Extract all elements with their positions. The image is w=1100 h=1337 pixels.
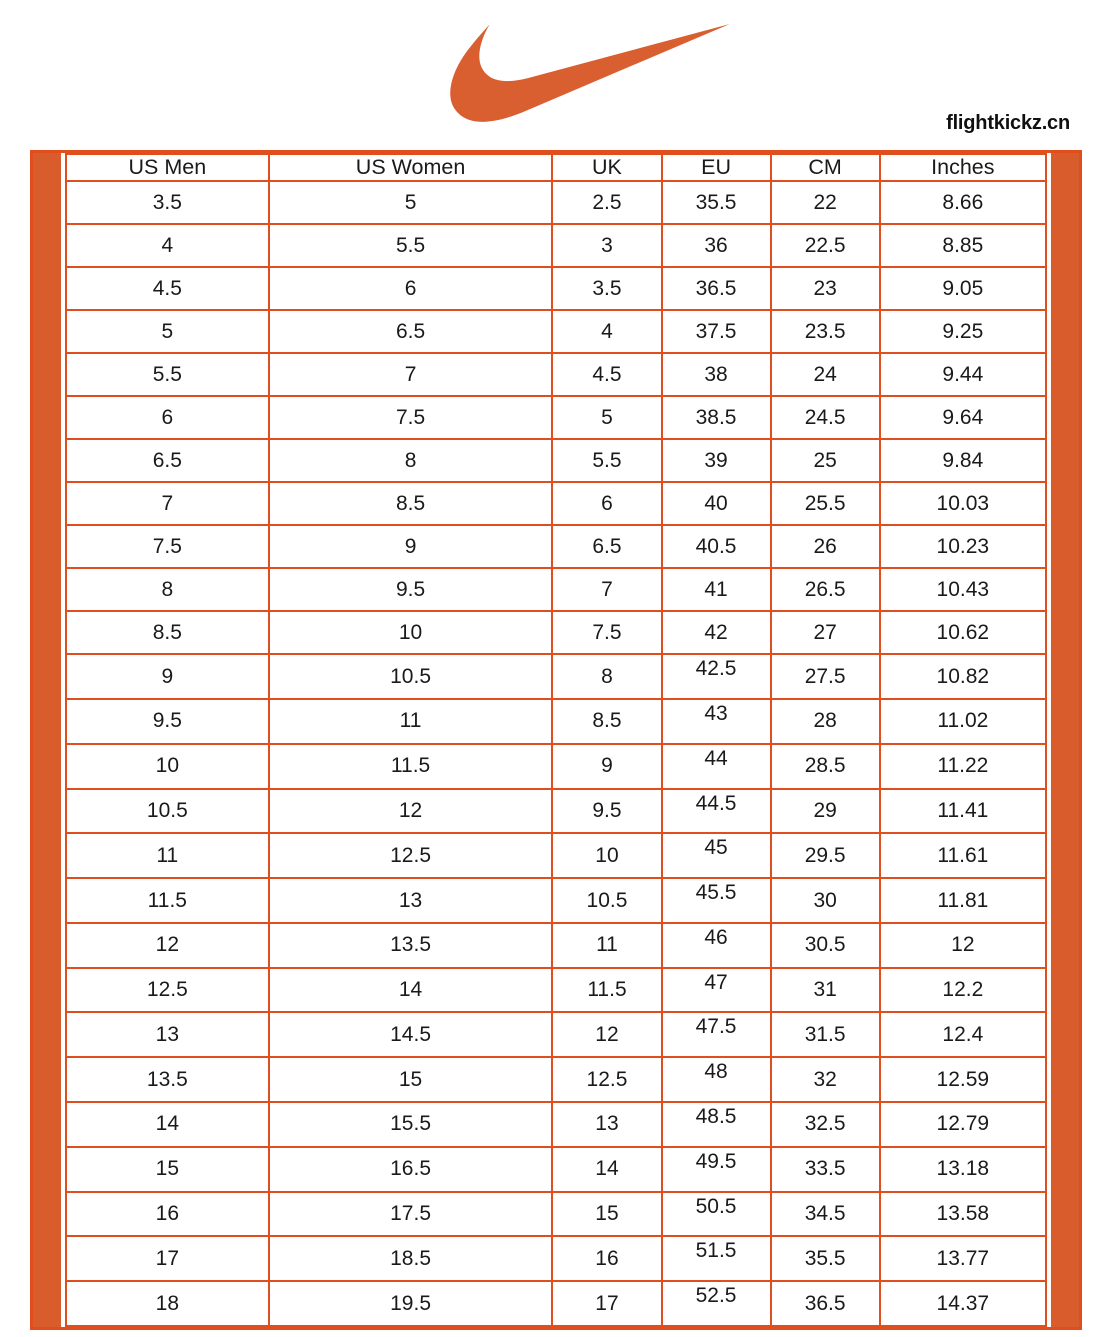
watermark-text: flightkickz.cn	[946, 112, 1070, 134]
table-cell: 24	[771, 353, 880, 396]
table-row	[66, 181, 1046, 224]
table-cell: 9	[66, 654, 269, 699]
table-cell: 16	[552, 1236, 661, 1281]
table-cell: 10.43	[880, 568, 1046, 611]
table-cell: 9.05	[880, 267, 1046, 310]
table-cell: 6	[66, 396, 269, 439]
table-row	[66, 310, 1046, 353]
table-cell: 10.5	[269, 654, 553, 699]
table-cell: 42.5	[662, 654, 771, 699]
table-cell: 9.25	[880, 310, 1046, 353]
table-cell: 12.79	[880, 1102, 1046, 1147]
table-cell: 7	[269, 353, 553, 396]
table-cell: 15	[269, 1057, 553, 1102]
table-cell: 31.5	[771, 1012, 880, 1057]
table-cell: 37.5	[662, 310, 771, 353]
table-cell: 36.5	[771, 1281, 880, 1326]
table-cell: 9.44	[880, 353, 1046, 396]
table-cell: 48	[662, 1057, 771, 1102]
table-cell: 27.5	[771, 654, 880, 699]
column-header: EU	[662, 154, 771, 181]
table-cell: 16	[66, 1192, 269, 1237]
table-cell: 44	[662, 744, 771, 789]
table-cell: 24.5	[771, 396, 880, 439]
table-cell: 22.5	[771, 224, 880, 267]
table-cell: 11.5	[66, 878, 269, 923]
table-cell: 4	[66, 224, 269, 267]
table-cell: 26	[771, 525, 880, 568]
table-cell: 10.62	[880, 611, 1046, 654]
table-row	[66, 789, 1046, 834]
table-cell: 6	[269, 267, 553, 310]
table-cell: 5.5	[552, 439, 661, 482]
table-cell: 11.02	[880, 699, 1046, 744]
table-cell: 35.5	[662, 181, 771, 224]
table-cell: 9.5	[269, 568, 553, 611]
table-cell: 10.82	[880, 654, 1046, 699]
table-cell: 13.5	[66, 1057, 269, 1102]
table-cell: 12.5	[66, 968, 269, 1013]
table-cell: 45	[662, 833, 771, 878]
table-cell: 22	[771, 181, 880, 224]
table-row	[66, 611, 1046, 654]
table-cell: 5	[269, 181, 553, 224]
table-cell: 12	[269, 789, 553, 834]
table-cell: 11.5	[269, 744, 553, 789]
table-row	[66, 1057, 1046, 1102]
table-cell: 5.5	[66, 353, 269, 396]
table-cell: 10.5	[66, 789, 269, 834]
table-cell: 50.5	[662, 1192, 771, 1237]
table-cell: 26.5	[771, 568, 880, 611]
table-row	[66, 1102, 1046, 1147]
table-cell: 4	[552, 310, 661, 353]
table-cell: 41	[662, 568, 771, 611]
table-cell: 44.5	[662, 789, 771, 834]
table-cell: 16.5	[269, 1147, 553, 1192]
table-cell: 14	[66, 1102, 269, 1147]
table-cell: 42	[662, 611, 771, 654]
table-cell: 39	[662, 439, 771, 482]
table-cell: 12.5	[269, 833, 553, 878]
table-cell: 6.5	[269, 310, 553, 353]
table-row	[66, 654, 1046, 699]
table-cell: 34.5	[771, 1192, 880, 1237]
table-cell: 7	[552, 568, 661, 611]
table-cell: 13.58	[880, 1192, 1046, 1237]
table-cell: 2.5	[552, 181, 661, 224]
table-cell: 9.64	[880, 396, 1046, 439]
table-cell: 5	[66, 310, 269, 353]
table-cell: 8.85	[880, 224, 1046, 267]
size-conversion-table	[65, 153, 1047, 1327]
table-cell: 10.03	[880, 482, 1046, 525]
table-row	[66, 568, 1046, 611]
table-row	[66, 1147, 1046, 1192]
table-cell: 12	[66, 923, 269, 968]
table-cell: 3.5	[552, 267, 661, 310]
table-cell: 18.5	[269, 1236, 553, 1281]
table-row	[66, 699, 1046, 744]
table-row	[66, 267, 1046, 310]
table-row	[66, 353, 1046, 396]
table-cell: 7.5	[269, 396, 553, 439]
table-row	[66, 1192, 1046, 1237]
table-cell: 9.5	[66, 699, 269, 744]
table-cell: 31	[771, 968, 880, 1013]
table-cell: 25.5	[771, 482, 880, 525]
table-cell: 10	[269, 611, 553, 654]
table-cell: 45.5	[662, 878, 771, 923]
table-cell: 3	[552, 224, 661, 267]
table-row	[66, 923, 1046, 968]
table-row	[66, 878, 1046, 923]
table-row	[66, 224, 1046, 267]
table-cell: 14.37	[880, 1281, 1046, 1326]
table-cell: 7.5	[552, 611, 661, 654]
table-cell: 9.5	[552, 789, 661, 834]
table-cell: 17	[66, 1236, 269, 1281]
table-row	[66, 525, 1046, 568]
size-table-body	[66, 181, 1046, 1326]
table-cell: 14.5	[269, 1012, 553, 1057]
column-header: Inches	[880, 154, 1046, 181]
column-header: UK	[552, 154, 661, 181]
table-cell: 8.5	[66, 611, 269, 654]
table-cell: 6	[552, 482, 661, 525]
table-cell: 43	[662, 699, 771, 744]
table-cell: 6.5	[66, 439, 269, 482]
column-header: US Men	[66, 154, 269, 181]
table-cell: 7	[66, 482, 269, 525]
table-cell: 40.5	[662, 525, 771, 568]
table-cell: 5	[552, 396, 661, 439]
table-cell: 3.5	[66, 181, 269, 224]
table-cell: 36	[662, 224, 771, 267]
table-cell: 13.5	[269, 923, 553, 968]
table-cell: 9	[552, 744, 661, 789]
table-cell: 40	[662, 482, 771, 525]
table-cell: 23	[771, 267, 880, 310]
table-cell: 15	[66, 1147, 269, 1192]
table-cell: 38	[662, 353, 771, 396]
table-cell: 17.5	[269, 1192, 553, 1237]
table-cell: 14	[269, 968, 553, 1013]
table-cell: 6.5	[552, 525, 661, 568]
table-cell: 8	[269, 439, 553, 482]
table-cell: 36.5	[662, 267, 771, 310]
table-cell: 8	[552, 654, 661, 699]
table-cell: 11.41	[880, 789, 1046, 834]
table-cell: 9.84	[880, 439, 1046, 482]
table-cell: 11	[269, 699, 553, 744]
table-cell: 46	[662, 923, 771, 968]
table-cell: 8.5	[269, 482, 553, 525]
table-cell: 8.5	[552, 699, 661, 744]
table-cell: 12.5	[552, 1057, 661, 1102]
table-cell: 17	[552, 1281, 661, 1326]
table-cell: 13	[269, 878, 553, 923]
table-cell: 51.5	[662, 1236, 771, 1281]
table-row	[66, 1281, 1046, 1326]
table-cell: 27	[771, 611, 880, 654]
column-header: CM	[771, 154, 880, 181]
table-cell: 12.4	[880, 1012, 1046, 1057]
table-cell: 5.5	[269, 224, 553, 267]
table-cell: 12	[552, 1012, 661, 1057]
table-cell: 9	[269, 525, 553, 568]
table-cell: 38.5	[662, 396, 771, 439]
table-cell: 10.5	[552, 878, 661, 923]
header-row	[66, 154, 1046, 181]
table-cell: 19.5	[269, 1281, 553, 1326]
size-chart-frame	[30, 150, 1082, 1330]
table-cell: 11	[552, 923, 661, 968]
left-accent-bar	[33, 153, 61, 1327]
table-cell: 14	[552, 1147, 661, 1192]
table-cell: 8.66	[880, 181, 1046, 224]
table-row	[66, 833, 1046, 878]
table-row	[66, 482, 1046, 525]
table-cell: 28	[771, 699, 880, 744]
table-cell: 10	[66, 744, 269, 789]
table-cell: 13	[552, 1102, 661, 1147]
table-cell: 52.5	[662, 1281, 771, 1326]
table-cell: 15.5	[269, 1102, 553, 1147]
table-cell: 13.18	[880, 1147, 1046, 1192]
table-cell: 7.5	[66, 525, 269, 568]
table-cell: 11.61	[880, 833, 1046, 878]
size-table-header	[66, 154, 1046, 181]
table-cell: 13.77	[880, 1236, 1046, 1281]
table-cell: 13	[66, 1012, 269, 1057]
table-cell: 48.5	[662, 1102, 771, 1147]
table-row	[66, 439, 1046, 482]
table-cell: 4.5	[66, 267, 269, 310]
table-cell: 25	[771, 439, 880, 482]
table-cell: 30.5	[771, 923, 880, 968]
table-cell: 47	[662, 968, 771, 1013]
table-cell: 33.5	[771, 1147, 880, 1192]
table-cell: 30	[771, 878, 880, 923]
table-cell: 32	[771, 1057, 880, 1102]
table-cell: 49.5	[662, 1147, 771, 1192]
table-row	[66, 968, 1046, 1013]
table-cell: 23.5	[771, 310, 880, 353]
table-row	[66, 396, 1046, 439]
right-accent-bar	[1051, 153, 1079, 1327]
table-row	[66, 1012, 1046, 1057]
table-cell: 11	[66, 833, 269, 878]
table-cell: 8	[66, 568, 269, 611]
table-cell: 12.2	[880, 968, 1046, 1013]
table-cell: 10.23	[880, 525, 1046, 568]
table-cell: 11.5	[552, 968, 661, 1013]
table-cell: 15	[552, 1192, 661, 1237]
table-cell: 35.5	[771, 1236, 880, 1281]
table-cell: 11.22	[880, 744, 1046, 789]
table-cell: 4.5	[552, 353, 661, 396]
table-cell: 10	[552, 833, 661, 878]
table-cell: 28.5	[771, 744, 880, 789]
table-row	[66, 744, 1046, 789]
table-cell: 11.81	[880, 878, 1046, 923]
table-cell: 47.5	[662, 1012, 771, 1057]
table-cell: 18	[66, 1281, 269, 1326]
table-cell: 29	[771, 789, 880, 834]
table-cell: 12.59	[880, 1057, 1046, 1102]
nike-swoosh-icon	[449, 24, 731, 123]
table-cell: 32.5	[771, 1102, 880, 1147]
table-cell: 29.5	[771, 833, 880, 878]
column-header: US Women	[269, 154, 553, 181]
table-row	[66, 1236, 1046, 1281]
table-cell: 12	[880, 923, 1046, 968]
